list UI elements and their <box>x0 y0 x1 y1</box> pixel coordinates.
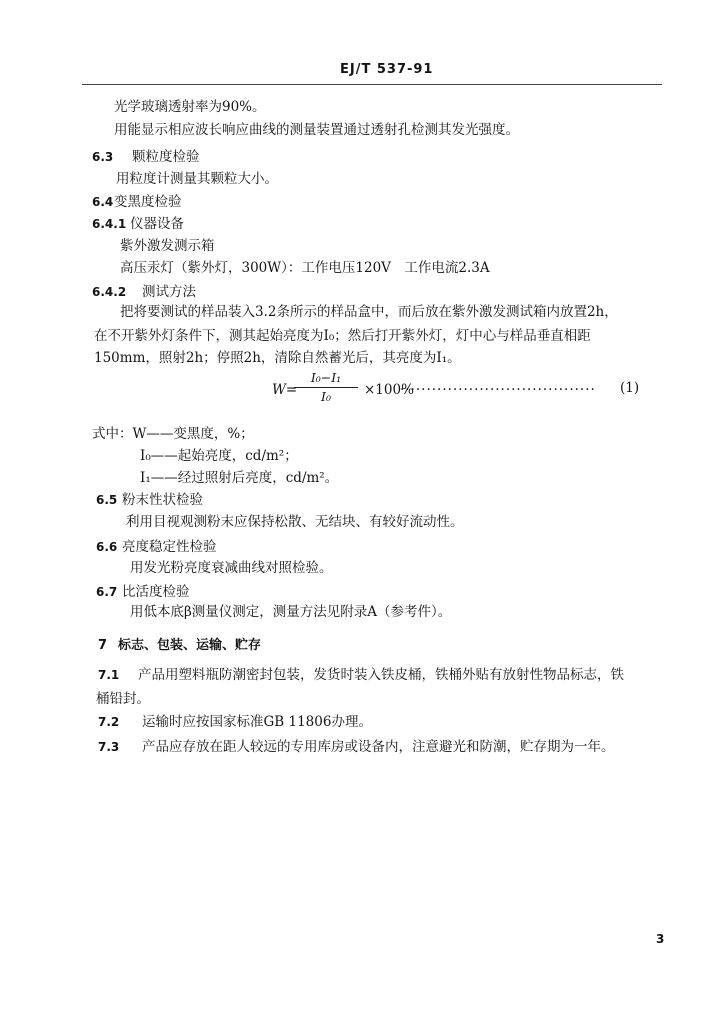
formula-fraction <box>294 370 358 405</box>
section-title: 比活度检验 <box>122 584 190 600</box>
section-number: 6.4.1 <box>92 217 127 231</box>
clause-text: 产品用塑料瓶防潮密封包装，发货时装入铁皮桶，铁桶外贴有放射性物品标志，铁 <box>138 667 624 683</box>
formula-denominator: I₀ <box>321 389 331 404</box>
section-number: 6.4.2 <box>92 285 127 299</box>
paragraph-line: 用粒度计测量其颗粒大小。 <box>116 171 278 187</box>
chapter-heading <box>98 636 261 655</box>
clause-text: 产品应存放在距人较远的专用库房或设备内，注意避光和防潮，贮存期为一年。 <box>142 739 615 755</box>
section-heading <box>92 148 200 166</box>
section-heading <box>92 193 182 211</box>
formula-lhs: W= <box>272 382 298 398</box>
paragraph-line: 用发光粉亮度衰减曲线对照检验。 <box>130 560 333 576</box>
equation-number: (1) <box>620 380 640 396</box>
paragraph-line: 用能显示相应波长响应曲线的测量装置通过透射孔检测其发光强度。 <box>114 122 519 138</box>
section-number: 6.4 <box>92 195 114 209</box>
section-heading <box>96 491 203 509</box>
paragraph-line: 在不开紫外灯条件下，测其起始亮度为I₀；然后打开紫外灯，灯中心与样品垂直相距 <box>94 328 591 344</box>
section-number: 6.7 <box>96 585 118 599</box>
section-title: 颗粒度检验 <box>132 149 200 165</box>
clause-number: 7.3 <box>98 740 120 754</box>
paragraph-line: 桶铅封。 <box>96 691 150 707</box>
formula-rhs: ×100% <box>364 382 414 398</box>
header-rule <box>82 84 662 85</box>
page-number: 3 <box>656 932 665 946</box>
clause-line <box>98 738 615 756</box>
paragraph-line: 高压汞灯（紫外灯，300W）：工作电压120V 工作电流2.3A <box>120 260 490 276</box>
paragraph-line: 利用目视观测粉末应保持松散、无结块、有较好流动性。 <box>126 514 464 530</box>
formula <box>272 370 652 410</box>
clause-line <box>98 713 372 731</box>
section-heading <box>92 215 184 233</box>
section-number: 6.6 <box>96 540 118 554</box>
paragraph-line: 把将要测试的样品装入3.2条所示的样品盒中，而后放在紫外激发测试箱内放置2h， <box>120 304 618 320</box>
clause-text: 运输时应按国家标准GB 11806办理。 <box>142 714 372 730</box>
standard-code: EJ/T 537-91 <box>340 62 434 77</box>
section-title: 仪器设备 <box>130 216 184 232</box>
paragraph-line: 光学玻璃透射率为90%。 <box>114 99 266 115</box>
where-line: I₀——起始亮度，cd/m²； <box>140 448 298 464</box>
clause-number: 7.2 <box>98 715 120 729</box>
section-title: 粉末性状检验 <box>122 492 203 508</box>
section-number: 6.5 <box>96 493 118 507</box>
paragraph-line: 150mm，照射2h；停照2h，清除自然蓄光后，其亮度为I₁。 <box>94 350 461 366</box>
fraction-bar <box>294 387 358 388</box>
paragraph-line: 紫外激发测示箱 <box>120 238 215 254</box>
formula-leader: ····································· <box>400 382 596 398</box>
formula-numerator: I₀−I₁ <box>310 370 342 385</box>
section-number: 6.3 <box>92 150 114 164</box>
where-line: I₁——经过照射后亮度，cd/m²。 <box>140 470 339 486</box>
where-line: 式中：W——变黑度，%； <box>92 426 254 442</box>
section-title: 变黑度检验 <box>114 194 182 210</box>
clause-number: 7.1 <box>98 668 120 682</box>
paragraph-line: 用低本底β测量仪测定，测量方法见附录A（参考件）。 <box>130 604 452 620</box>
section-heading <box>92 283 196 301</box>
section-heading <box>96 583 190 601</box>
chapter-title: 标志、包装、运输、贮存 <box>118 638 262 653</box>
section-title: 测试方法 <box>142 284 196 300</box>
section-title: 亮度稳定性检验 <box>122 539 217 555</box>
clause-line <box>98 666 624 684</box>
chapter-number: 7 <box>98 638 108 653</box>
section-heading <box>96 538 217 556</box>
